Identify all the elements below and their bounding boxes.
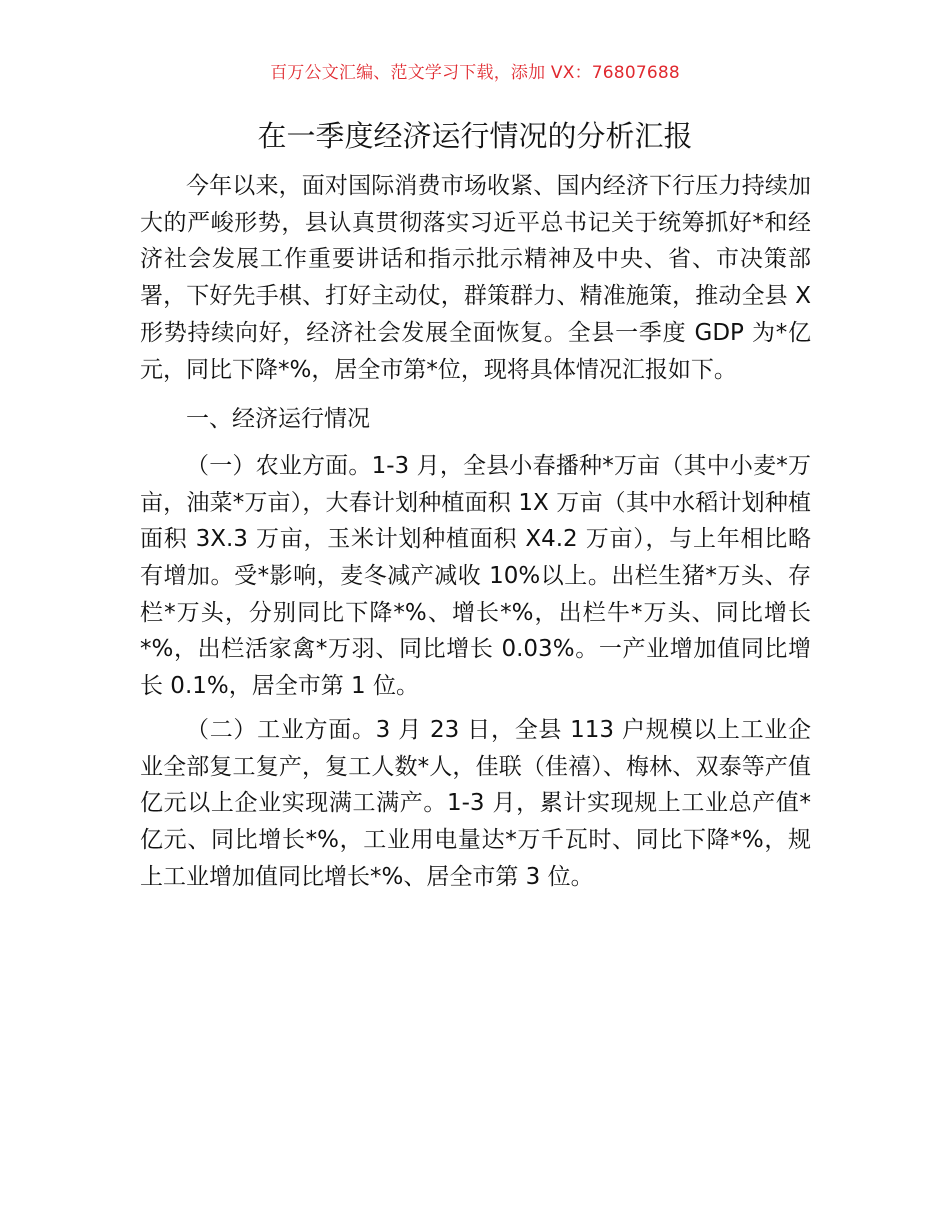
document-body <box>140 168 811 895</box>
watermark-header: 百万公文汇编、范文学习下载，添加 VX：76807688 <box>270 63 680 83</box>
paragraph-intro: 今年以来，面对国际消费市场收紧、国内经济下行压力持续加大的严峻形势，县认真贯彻落实习近平总书记关于统筹抓好*和经济社会发展工作重要讲话和指示批示精神及中央、省、市决策部署，下好先手棋、打好主动仗，群策群力、精准施策，推动全县 X 形势持续向好，经济社会发展全面恢复。全县一季度 GDP 为*亿元，同比下降*%，居全市第*位，现将具体情况汇报如下。 <box>140 173 811 383</box>
section-heading-economy: 一、经济运行情况 <box>186 406 370 433</box>
document-title: 在一季度经济运行情况的分析汇报 <box>257 119 693 153</box>
paragraph-agriculture: （一）农业方面。1-3 月，全县小春播种*万亩（其中小麦*万亩，油菜*万亩），大春计划种植面积 1X 万亩（其中水稻计划种植面积 3X.3 万亩，玉米计划种植面积 X4.2 万亩），与上年相比略有增加。受*影响，麦冬减产减收 10%以上。出栏生猪*万头、存栏*万头，分别同比下降*%、增长*%，出栏牛*万头、同比增长*%，出栏活家禽*万羽、同比增长 0.03%。一产业增加值同比增长 0.1%，居全市第 1 位。 <box>140 452 811 700</box>
paragraph-industry: （二）工业方面。3 月 23 日，全县 113 户规模以上工业企业全部复工复产，复工人数*人，佳联（佳禧）、梅林、双泰等产值亿元以上企业实现满工满产。1-3 月，累计实现规上工业总产值*亿元、同比增长*%，工业用电量达*万千瓦时、同比下降*%，规上工业增加值同比增长*%、居全市第 3 位。 <box>140 716 811 890</box>
